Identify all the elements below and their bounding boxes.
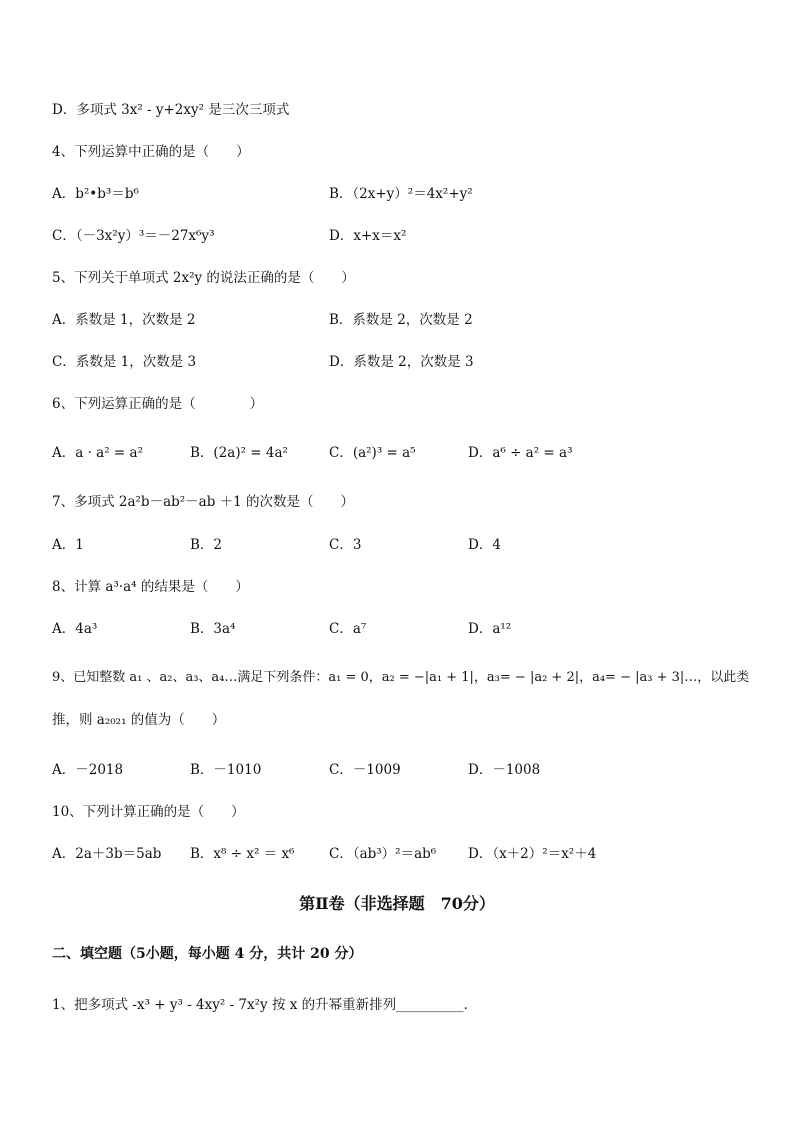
q4-option-c: C．（－3x²y）³＝－27x⁶y³	[52, 228, 215, 244]
q5-option-d: D．系数是 2，次数是 3	[329, 354, 474, 370]
option-d-previous: D．多项式 3x² - y+2xy² 是三次三项式	[52, 102, 290, 118]
q10-option-c: C．（ab³）²＝ab⁶	[329, 846, 437, 862]
q7-option-c: C．3	[329, 537, 362, 553]
q10-option-b: B．x⁸ ÷ x² ＝ x⁶	[190, 846, 295, 862]
q9-option-b: B．－1010	[190, 762, 262, 778]
q7-option-d: D．4	[468, 537, 501, 553]
q10-option-d: D．（x＋2）²＝x²＋4	[468, 846, 597, 862]
q6-option-d: D．a⁶ ÷ a² = a³	[468, 445, 573, 461]
q6-option-b: B．(2a)² = 4a²	[190, 445, 288, 461]
section-title: 第Ⅱ卷（非选择题 70分）	[299, 894, 495, 913]
q5-option-b: B．系数是 2，次数是 2	[329, 312, 473, 328]
question-8: 8、计算 a³·a⁴ 的结果是（ ）	[52, 579, 249, 595]
question-6: 6、下列运算正确的是（ ）	[52, 396, 264, 412]
fill-in-heading: 二、填空题（5小题，每小题 4 分，共计 20 分）	[52, 946, 363, 962]
q8-option-d: D．a¹²	[468, 621, 512, 637]
question-10: 10、下列计算正确的是（ ）	[52, 804, 245, 820]
q8-option-b: B．3a⁴	[190, 621, 236, 637]
question-9-line-1: 9、已知整数 a₁ 、a₂、a₃、a₄…满足下列条件：a₁ = 0，a₂ = −|a₁ + 1|，a₃= − |a₂ + 2|，a₄= − |a₃ + 3|…，以此类	[52, 670, 750, 685]
question-9-line-2: 推，则 a₂₀₂₁ 的值为（ ）	[52, 712, 226, 728]
q8-option-a: A．4a³	[52, 621, 98, 637]
q7-option-b: B．2	[190, 537, 223, 553]
question-7: 7、多项式 2a²b－ab²－ab ＋1 的次数是（ ）	[52, 494, 355, 510]
q9-option-d: D．－1008	[468, 762, 541, 778]
q6-option-a: A．a · a² = a²	[52, 445, 143, 461]
q6-option-c: C．(a²)³ = a⁵	[329, 445, 416, 461]
question-4: 4、下列运算中正确的是（ ）	[52, 144, 250, 160]
q5-option-a: A．系数是 1，次数是 2	[52, 312, 196, 328]
q4-option-d: D．x+x＝x²	[329, 228, 407, 244]
q5-option-c: C．系数是 1，次数是 3	[52, 354, 197, 370]
q7-option-a: A．1	[52, 537, 84, 553]
q9-option-c: C．－1009	[329, 762, 401, 778]
q4-option-b: B．（2x+y）²＝4x²+y²	[329, 186, 473, 202]
q8-option-c: C．a⁷	[329, 621, 367, 637]
fill-question-1: 1、把多项式 -x³ + y³ - 4xy² - 7x²y 按 x 的升幂重新排列__________．	[52, 997, 478, 1013]
q10-option-a: A．2a＋3b＝5ab	[52, 846, 162, 862]
q4-option-a: A．b²•b³＝b⁶	[52, 186, 139, 202]
q9-option-a: A．－2018	[52, 762, 124, 778]
question-5: 5、下列关于单项式 2x²y 的说法正确的是（ ）	[52, 270, 355, 286]
